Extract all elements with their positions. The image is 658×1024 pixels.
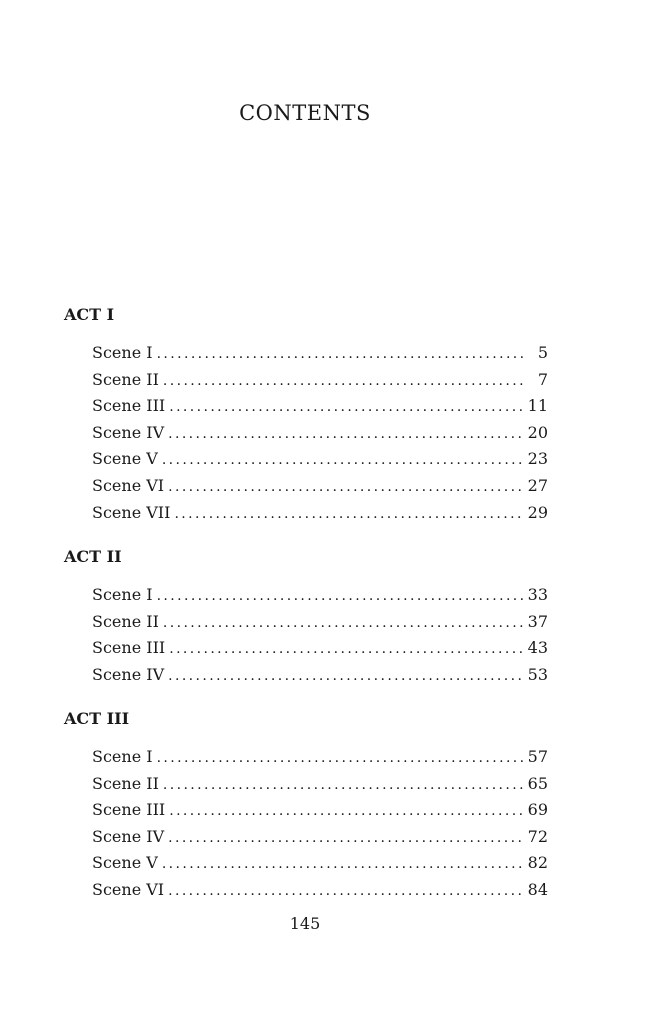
- toc-entry[interactable]: [64, 446, 548, 473]
- dot-leader: [162, 447, 525, 474]
- toc-entry[interactable]: [64, 744, 548, 771]
- scene-label: Scene I: [92, 585, 153, 604]
- scene-label: Scene II: [92, 611, 159, 631]
- act-heading: ACT II: [64, 547, 122, 566]
- scene-label: Scene V: [92, 449, 158, 469]
- act-heading: ACT III: [64, 709, 130, 728]
- scene-page-number: 5: [537, 343, 548, 362]
- scene-label: Scene III: [92, 638, 166, 658]
- dot-leader: [168, 421, 525, 448]
- scene-page-number: 84: [527, 879, 548, 899]
- scene-label: Scene III: [92, 396, 166, 416]
- dot-leader: [168, 825, 525, 852]
- dot-leader: [157, 745, 525, 772]
- dot-leader: [157, 341, 527, 368]
- toc-entry[interactable]: [64, 367, 548, 394]
- scene-page-number: 29: [527, 502, 548, 522]
- scene-label: Scene VI: [92, 475, 165, 495]
- scene-page-number: 7: [537, 369, 548, 389]
- toc-entry[interactable]: [64, 797, 548, 824]
- scene-label: Scene IV: [92, 422, 165, 442]
- toc-entry[interactable]: [64, 340, 548, 367]
- act-3-section: [64, 708, 548, 904]
- toc-entry[interactable]: [64, 662, 548, 689]
- scene-label: Scene I: [92, 747, 153, 766]
- dot-leader: [169, 798, 524, 825]
- scene-page-number: 65: [527, 773, 548, 793]
- toc-entry[interactable]: [64, 850, 548, 877]
- scene-page-number: 23: [527, 449, 548, 469]
- scene-page-number: 37: [527, 611, 548, 631]
- scene-label: Scene III: [92, 800, 166, 820]
- scene-label: Scene II: [92, 773, 159, 793]
- toc-entry[interactable]: [64, 582, 548, 609]
- scene-page-number: 82: [527, 853, 548, 873]
- scene-label: Scene I: [92, 343, 153, 362]
- toc-entry[interactable]: [64, 500, 548, 527]
- scene-page-number: 33: [527, 585, 548, 604]
- toc-entry[interactable]: [64, 877, 548, 904]
- scene-page-number: 69: [527, 800, 548, 820]
- scene-label: Scene IV: [92, 826, 165, 846]
- scene-page-number: 43: [527, 638, 548, 658]
- scene-list: [64, 582, 548, 688]
- dot-leader: [168, 878, 525, 905]
- scene-label: Scene II: [92, 369, 159, 389]
- dot-leader: [157, 583, 525, 610]
- dot-leader: [168, 663, 525, 690]
- act-2-section: [64, 546, 548, 688]
- page-title: CONTENTS: [239, 101, 371, 126]
- dot-leader: [163, 368, 527, 395]
- dot-leader: [169, 394, 524, 421]
- scene-label: Scene VI: [92, 879, 165, 899]
- toc-entry[interactable]: [64, 420, 548, 447]
- page-number: 145: [289, 914, 321, 933]
- dot-leader: [163, 610, 525, 637]
- toc-entry[interactable]: [64, 771, 548, 798]
- scene-label: Scene V: [92, 853, 158, 873]
- dot-leader: [163, 772, 525, 799]
- scene-label: Scene VII: [92, 502, 171, 522]
- dot-leader: [169, 636, 524, 663]
- dot-leader: [168, 474, 525, 501]
- toc-entry[interactable]: [64, 393, 548, 420]
- toc-entry[interactable]: [64, 473, 548, 500]
- dot-leader: [174, 501, 524, 528]
- scene-page-number: 11: [527, 396, 548, 416]
- dot-leader: [162, 851, 525, 878]
- scene-label: Scene IV: [92, 664, 165, 684]
- scene-page-number: 53: [527, 664, 548, 684]
- scene-page-number: 27: [527, 475, 548, 495]
- toc-entry[interactable]: [64, 635, 548, 662]
- act-1-section: [64, 304, 548, 526]
- scene-list: [64, 744, 548, 904]
- toc-entry[interactable]: [64, 609, 548, 636]
- scene-page-number: 20: [527, 422, 548, 442]
- scene-page-number: 57: [527, 747, 548, 766]
- scene-page-number: 72: [527, 826, 548, 846]
- act-heading: ACT I: [64, 305, 115, 324]
- scene-list: [64, 340, 548, 526]
- toc-entry[interactable]: [64, 824, 548, 851]
